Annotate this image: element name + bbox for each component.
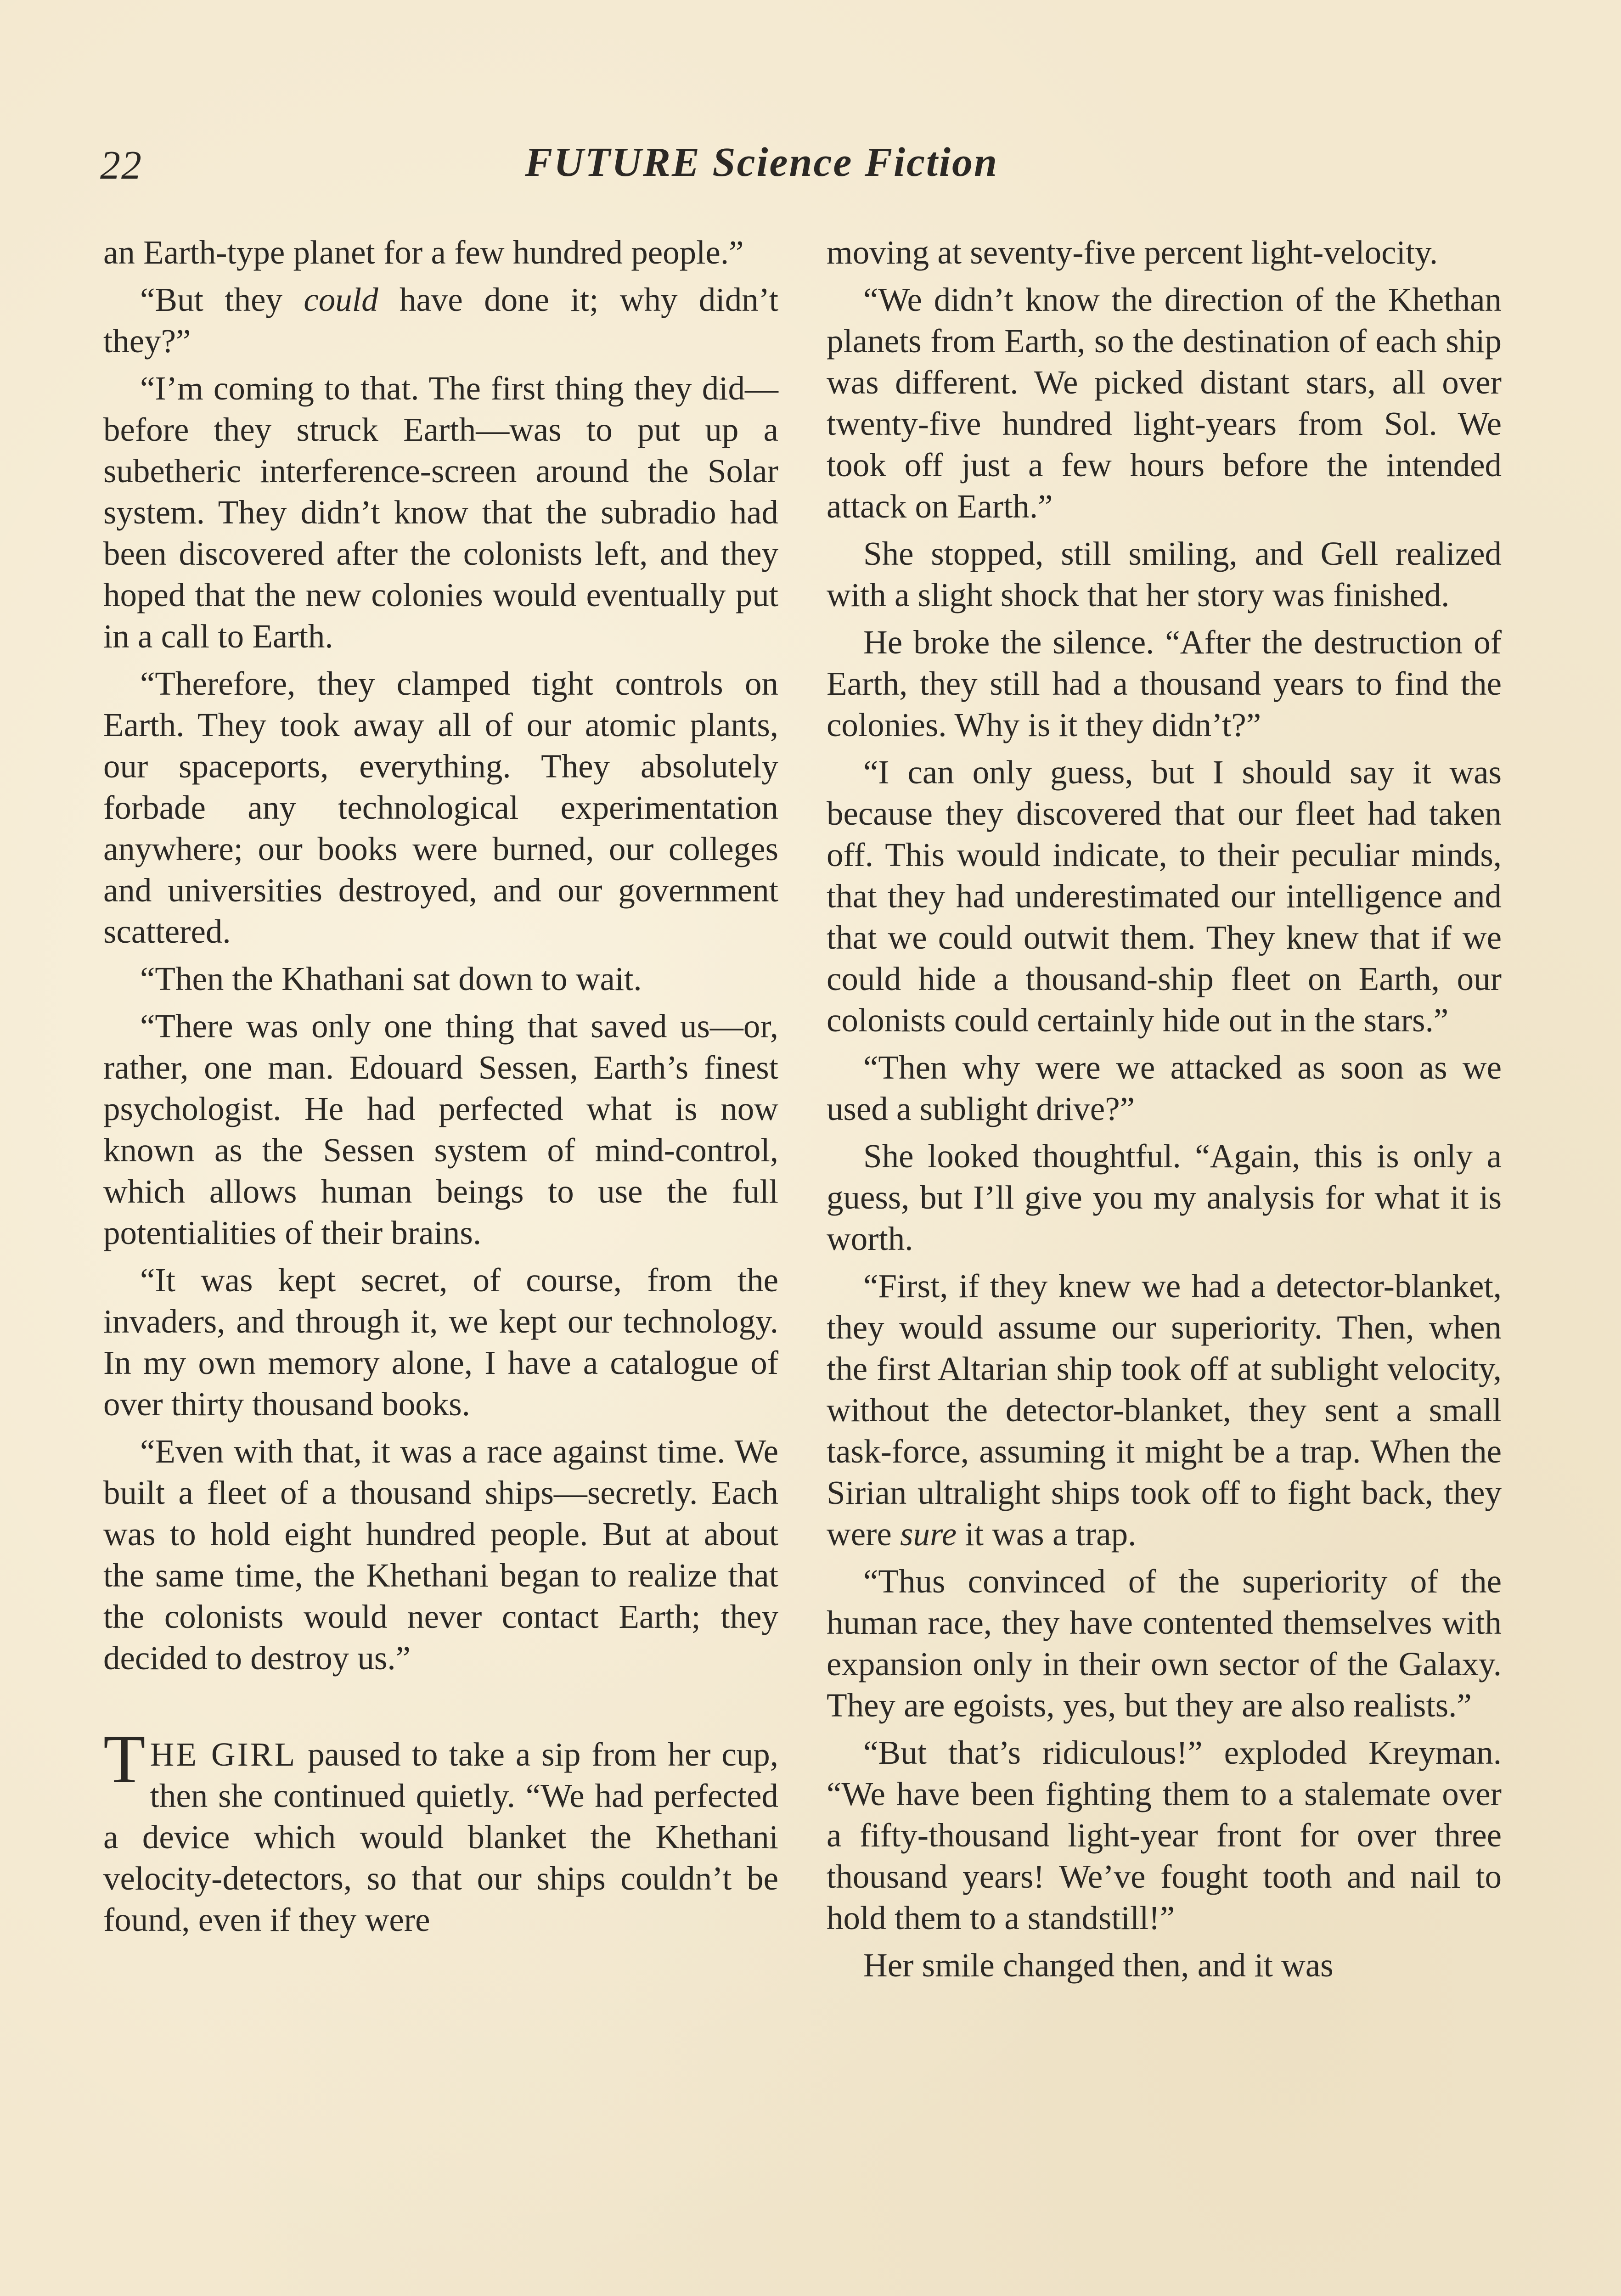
paragraph: “We didn’t know the direction of the Khethan planets from Earth, so the destination of each ship was different. We picked distant stars, all over twenty-five hundred light-years from Sol. We took off just a few hours before the intended attack on Earth.”	[827, 281, 1502, 525]
paragraph: “But that’s ridiculous!” exploded Kreyman. “We have been fighting them to a stalemate over a fifty-thousand light-year front for over three thousand years! We’ve fought tooth and nail to hold them to a standstill!”	[827, 1734, 1502, 1936]
paragraph: “Even with that, it was a race against time. We built a fleet of a thousand ships—secretly. Each was to hold eight hundred people. But at about the same time, the Khethani began to realize that the colonists would never contact Earth; they decided to destroy us.”	[103, 1433, 778, 1677]
paragraph: “There was only one thing that saved us—or, rather, one man. Edouard Sessen, Earth’s finest psychologist. He had perfected what is now known as the Sessen system of mind-control, which allows human beings to use the full potentialities of their brains.	[103, 1007, 778, 1251]
running-title: FUTURE Science Fiction	[525, 140, 998, 185]
paragraph-text: it was a trap.	[957, 1515, 1137, 1553]
paragraph: “I can only guess, but I should say it was because they discovered that our fleet had taken off. This would indicate, to their peculiar minds, that they had underestimated our intelligence and that we could outwit them. They knew that if we could hide a thousand-ship fleet on Earth, our colonists could certainly hide out in the stars.”	[827, 754, 1502, 1039]
paragraph: “It was kept secret, of course, from the invaders, and through it, we kept our technology. In my own memory alone, I have a catalogue of over thirty thousand books.	[103, 1261, 778, 1423]
paragraph-text: paused to take a sip from her cup, then she continued quietly. “We had perfected a device which would blanket the Khethani velocity-detectors, so that our ships couldn’t be found, even if they were	[103, 1736, 778, 1938]
paragraph-text: have done it; why didn’t they?”	[103, 281, 778, 360]
paragraph-text: “But they	[140, 281, 304, 318]
section-opening-paragraph	[103, 1721, 778, 1941]
page-header	[100, 142, 1501, 193]
right-column	[827, 232, 1502, 1992]
emphasis-text: sure	[900, 1515, 957, 1553]
paragraph: “Therefore, they clamped tight controls on Earth. They took away all of our atomic plants, our spaceports, everything. They absolutely forbade any technological experimentation anywhere; our books were burned, our colleges and universities destroyed, and our government scattered.	[103, 665, 778, 950]
drop-cap: T	[103, 1721, 146, 1797]
paragraph: She stopped, still smiling, and Gell realized with a slight shock that her story was finished.	[827, 535, 1502, 613]
paragraph: “Then why were we attacked as soon as we used a sublight drive?”	[827, 1049, 1502, 1127]
paragraph	[103, 279, 778, 362]
emphasis-text: could	[304, 281, 378, 318]
page-number: 22	[100, 143, 142, 188]
paragraph: an Earth-type planet for a few hundred people.”	[103, 234, 744, 271]
paragraph: “I’m coming to that. The first thing they did—before they struck Earth—was to put up a subetheric interference-screen around the Solar system. They didn’t know that the subradio had been discovered after the colonists left, and they hoped that the new colonies would eventually put in a call to Earth.	[103, 370, 778, 655]
paragraph-text: “First, if they knew we had a detector-blanket, they would assume our superiority. Then, when the first Altarian ship took off at sublight velocity, without the detector-blanket, they sent a small task-force, assuming it might be a trap. When the Sirian ultralight ships took off to fight back, they were	[827, 1267, 1502, 1553]
paragraph: moving at seventy-five percent light-velocity.	[827, 234, 1438, 271]
left-column	[103, 232, 778, 1947]
paragraph	[827, 1266, 1502, 1555]
small-caps-text: HE GIRL	[150, 1736, 297, 1773]
paragraph: “Then the Khathani sat down to wait.	[140, 960, 642, 997]
paragraph: He broke the silence. “After the destruction of Earth, they still had a thousand years to find the colonies. Why is it they didn’t?”	[827, 624, 1502, 743]
paragraph: Her smile changed then, and it was	[863, 1947, 1334, 1984]
paragraph: “Thus convinced of the superiority of the human race, they have contented themselves with expansion only in their own sector of the Galaxy. They are egoists, yes, but they are also realists.”	[827, 1563, 1502, 1724]
paragraph: She looked thoughtful. “Again, this is only a guess, but I’ll give you my analysis for what it is worth.	[827, 1137, 1502, 1257]
